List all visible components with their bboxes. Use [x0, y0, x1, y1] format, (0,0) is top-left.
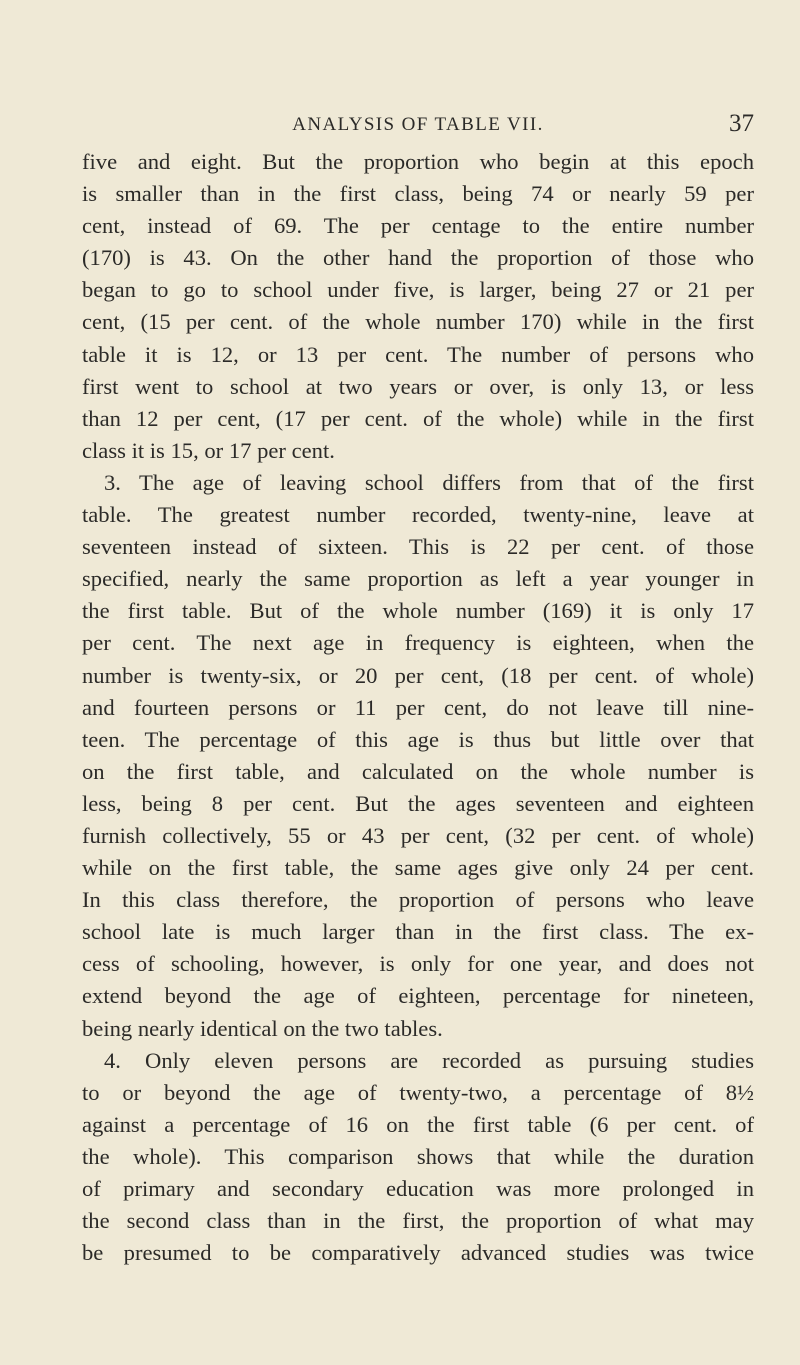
text-line: first went to school at two years or over, is only 13, or less	[82, 373, 754, 399]
text-line: cent, instead of 69. The per centage to the entire number	[82, 213, 754, 239]
text-line: while on the first table, the same ages give only 24 per cent.	[82, 855, 754, 881]
page-number: 37	[729, 110, 754, 137]
text-line: furnish collectively, 55 or 43 per cent, (32 per cent. of whole)	[82, 822, 754, 848]
text-line: specified, nearly the same proportion as left a year younger in	[82, 566, 754, 592]
text-line: to or beyond the age of twenty-two, a percentage of 8½	[82, 1079, 754, 1105]
text-line: is smaller than in the first class, being 74 or nearly 59 per	[82, 181, 754, 207]
text-line: table it is 12, or 13 per cent. The number of persons who	[82, 341, 754, 367]
text-line: extend beyond the age of eighteen, percentage for nineteen,	[82, 983, 754, 1009]
running-title: ANALYSIS OF TABLE VII.	[292, 114, 544, 135]
text-line: against a percentage of 16 on the first table (6 per cent. of	[82, 1111, 754, 1137]
text-line: per cent. The next age in frequency is eighteen, when the	[82, 630, 754, 656]
text-line: and fourteen persons or 11 per cent, do not leave till nine-	[82, 694, 754, 720]
text-line: table. The greatest number recorded, twenty-nine, leave at	[82, 502, 754, 528]
text-line: the first table. But of the whole number (169) it is only 17	[82, 598, 754, 624]
text-line: class it is 15, or 17 per cent.	[82, 437, 335, 463]
text-line: began to go to school under five, is larger, being 27 or 21 per	[82, 277, 754, 303]
text-line: than 12 per cent, (17 per cent. of the whole) while in the first	[82, 405, 754, 431]
text-line: be presumed to be comparatively advanced studies was twice	[82, 1240, 754, 1266]
running-head	[82, 106, 754, 146]
text-line: of primary and secondary education was more prolonged in	[82, 1176, 754, 1201]
text-line: In this class therefore, the proportion of persons who leave	[82, 887, 754, 913]
body-text	[82, 146, 754, 1269]
text-line: seventeen instead of sixteen. This is 22 per cent. of those	[82, 534, 754, 560]
text-line: five and eight. But the proportion who begin at this epoch	[82, 149, 754, 174]
paragraph-4-start: 4. Only eleven persons are recorded as pursuing studies	[104, 1047, 754, 1073]
paragraph-3-start: 3. The age of leaving school differs from that of the first	[104, 469, 754, 495]
text-line: cent, (15 per cent. of the whole number 170) while in the first	[82, 309, 754, 335]
text-line: cess of schooling, however, is only for one year, and does not	[82, 951, 754, 977]
text-line: number is twenty-six, or 20 per cent, (18 per cent. of whole)	[82, 662, 754, 688]
text-line: school late is much larger than in the first class. The ex-	[82, 919, 754, 945]
text-line: the second class than in the first, the proportion of what may	[82, 1208, 754, 1234]
text-line: (170) is 43. On the other hand the proportion of those who	[82, 245, 754, 271]
text-line: being nearly identical on the two tables.	[82, 1015, 443, 1041]
text-line: the whole). This comparison shows that while the duration	[82, 1143, 754, 1169]
text-line: on the first table, and calculated on the whole number is	[82, 758, 754, 784]
text-line: less, being 8 per cent. But the ages seventeen and eighteen	[82, 790, 754, 816]
text-line: teen. The percentage of this age is thus but little over that	[82, 726, 754, 752]
